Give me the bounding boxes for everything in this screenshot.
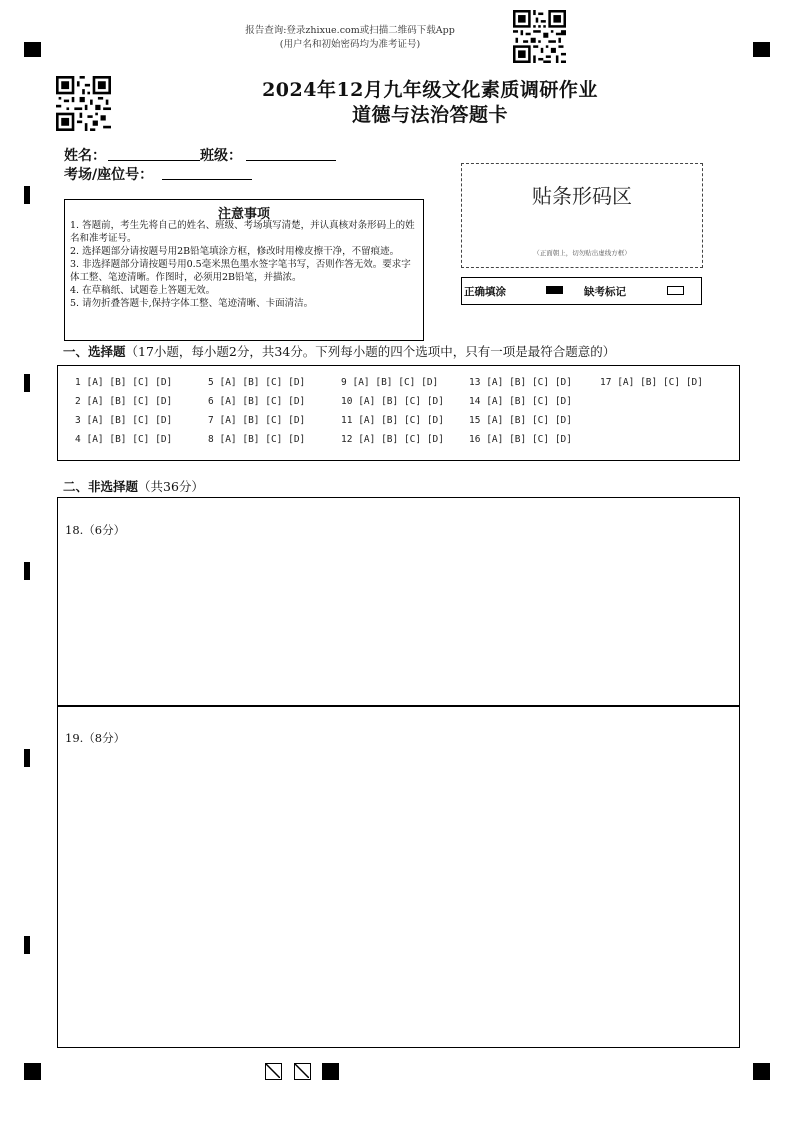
section2-heading bbox=[63, 477, 204, 495]
choice-question-7[interactable] bbox=[208, 415, 305, 426]
app-qr-code-icon bbox=[513, 10, 566, 63]
choice-question-9[interactable] bbox=[341, 377, 438, 388]
answer-area-q19[interactable] bbox=[57, 705, 740, 1048]
option-bubbles[interactable]: [A] [B] [C] [D] bbox=[86, 415, 173, 426]
note-item: 4. 在草稿纸、试题卷上答题无效。 bbox=[70, 285, 216, 296]
choice-question-1[interactable] bbox=[75, 377, 172, 388]
corner-mark-bottom-right bbox=[753, 1063, 770, 1080]
question-number: 8 bbox=[208, 434, 214, 445]
barcode-area-hint: （正面朝上，切勿贴出虚线方框） bbox=[533, 249, 631, 257]
section2-title: 二、非选择题 bbox=[63, 479, 139, 494]
card-qr-code-icon bbox=[56, 76, 111, 131]
absent-mark-label: 缺考标记 bbox=[584, 286, 626, 298]
option-bubbles[interactable]: [A] [B] [C] [D] bbox=[86, 396, 173, 407]
choice-answer-grid bbox=[57, 365, 740, 461]
choice-question-2[interactable] bbox=[75, 396, 172, 407]
corner-mark-top-right bbox=[753, 42, 770, 57]
choice-question-13[interactable] bbox=[469, 377, 572, 388]
choice-question-15[interactable] bbox=[469, 415, 572, 426]
timing-mark bbox=[24, 562, 30, 580]
title-line-1: 2024年12月九年级文化素质调研作业 bbox=[262, 79, 598, 101]
choice-question-5[interactable] bbox=[208, 377, 305, 388]
answer-area-q18[interactable] bbox=[57, 497, 740, 707]
correct-fill-swatch bbox=[546, 286, 563, 294]
question-number: 6 bbox=[208, 396, 214, 407]
question-number: 5 bbox=[208, 377, 214, 388]
option-bubbles[interactable]: [A] [B] [C] [D] bbox=[219, 434, 306, 445]
choice-question-3[interactable] bbox=[75, 415, 172, 426]
question-number: 2 bbox=[75, 396, 81, 407]
corner-mark-top-left bbox=[24, 42, 41, 57]
choice-question-11[interactable] bbox=[341, 415, 444, 426]
notes-title: 注意事项 bbox=[217, 207, 270, 222]
choice-question-10[interactable] bbox=[341, 396, 444, 407]
seat-field[interactable] bbox=[162, 179, 252, 180]
note-item: 5. 请勿折叠答题卡,保持字体工整、笔迹清晰、卡面清洁。 bbox=[70, 298, 314, 309]
question-number: 1 bbox=[75, 377, 81, 388]
page-marker-slashed bbox=[265, 1063, 282, 1080]
correct-fill-label: 正确填涂 bbox=[464, 286, 506, 298]
question-number: 4 bbox=[75, 434, 81, 445]
note-item: 1. 答题前，考生先将自己的姓名、班级、考场填写清楚，并认真核对条形码上的姓名和准考证号。 bbox=[70, 220, 415, 244]
option-bubbles[interactable]: [A] [B] [C] [D] bbox=[219, 377, 306, 388]
class-label: 班级： bbox=[200, 148, 242, 164]
section1-title: 一、选择题 bbox=[63, 344, 126, 359]
question-number: 12 bbox=[341, 434, 353, 445]
question-number: 16 bbox=[469, 434, 481, 445]
note-item: 3. 非选择题部分请按题号用0.5毫米黑色墨水签字笔书写，否则作答无效。要求字体工整、笔迹清晰。作图时，必须用2B铅笔，并描浓。 bbox=[70, 259, 411, 283]
fill-example-box bbox=[461, 277, 702, 305]
choice-question-14[interactable] bbox=[469, 396, 572, 407]
choice-question-4[interactable] bbox=[75, 434, 172, 445]
absent-mark-checkbox[interactable] bbox=[667, 286, 684, 295]
option-bubbles[interactable]: [A] [B] [C] [D] bbox=[86, 377, 173, 388]
question-number: 3 bbox=[75, 415, 81, 426]
name-field[interactable] bbox=[108, 160, 200, 161]
corner-mark-bottom-left bbox=[24, 1063, 41, 1080]
page-marker-filled bbox=[322, 1063, 339, 1080]
timing-mark bbox=[24, 374, 30, 392]
notes-list bbox=[70, 219, 418, 310]
barcode-area bbox=[461, 163, 703, 268]
q19-label: 19.（8分） bbox=[65, 731, 126, 745]
choice-question-6[interactable] bbox=[208, 396, 305, 407]
option-bubbles[interactable]: [A] [B] [C] [D] bbox=[358, 415, 444, 426]
question-number: 14 bbox=[469, 396, 481, 407]
question-number: 15 bbox=[469, 415, 481, 426]
timing-mark bbox=[24, 749, 30, 767]
option-bubbles[interactable]: [A] [B] [C] [D] bbox=[219, 415, 306, 426]
report-query-hint: (用户名和初始密码均为准考证号) bbox=[279, 39, 421, 50]
option-bubbles[interactable]: [A] [B] [C] [D] bbox=[617, 377, 703, 388]
choice-question-16[interactable] bbox=[469, 434, 572, 445]
q18-label: 18.（6分） bbox=[65, 523, 126, 537]
page-marker-slashed bbox=[294, 1063, 311, 1080]
option-bubbles[interactable]: [A] [B] [C] [D] bbox=[486, 396, 572, 407]
option-bubbles[interactable]: [A] [B] [C] [D] bbox=[486, 434, 572, 445]
question-number: 10 bbox=[341, 396, 353, 407]
note-item: 2. 选择题部分请按题号用2B铅笔填涂方框，修改时用橡皮擦干净，不留痕迹。 bbox=[70, 246, 400, 257]
option-bubbles[interactable]: [A] [B] [C] [D] bbox=[486, 377, 572, 388]
question-number: 7 bbox=[208, 415, 214, 426]
option-bubbles[interactable]: [A] [B] [C] [D] bbox=[486, 415, 572, 426]
barcode-area-title: 贴条形码区 bbox=[532, 184, 632, 208]
option-bubbles[interactable]: [A] [B] [C] [D] bbox=[352, 377, 439, 388]
report-query-text: 报告查询:登录zhixue.com或扫描二维码下载App bbox=[245, 25, 455, 36]
seat-label: 考场/座位号： bbox=[64, 167, 154, 183]
notes-box bbox=[64, 199, 424, 341]
question-number: 13 bbox=[469, 377, 481, 388]
option-bubbles[interactable]: [A] [B] [C] [D] bbox=[219, 396, 306, 407]
question-number: 11 bbox=[341, 415, 353, 426]
option-bubbles[interactable]: [A] [B] [C] [D] bbox=[358, 434, 444, 445]
section1-heading bbox=[63, 342, 615, 360]
option-bubbles[interactable]: [A] [B] [C] [D] bbox=[86, 434, 173, 445]
class-field[interactable] bbox=[246, 160, 336, 161]
choice-question-8[interactable] bbox=[208, 434, 305, 445]
name-label: 姓名： bbox=[64, 148, 106, 164]
choice-question-17[interactable] bbox=[600, 377, 703, 388]
section1-desc: （17小题，每小题2分，共34分。下列每小题的四个选项中，只有一项是最符合题意的） bbox=[125, 344, 616, 359]
question-number: 9 bbox=[341, 377, 347, 388]
question-number: 17 bbox=[600, 377, 612, 388]
choice-question-12[interactable] bbox=[341, 434, 444, 445]
timing-mark bbox=[24, 936, 30, 954]
timing-mark bbox=[24, 186, 30, 204]
title-line-2: 道德与法治答题卡 bbox=[351, 104, 508, 126]
option-bubbles[interactable]: [A] [B] [C] [D] bbox=[358, 396, 444, 407]
section2-desc: （共36分） bbox=[138, 479, 204, 494]
report-query-note bbox=[200, 24, 500, 52]
page-title bbox=[180, 78, 680, 128]
